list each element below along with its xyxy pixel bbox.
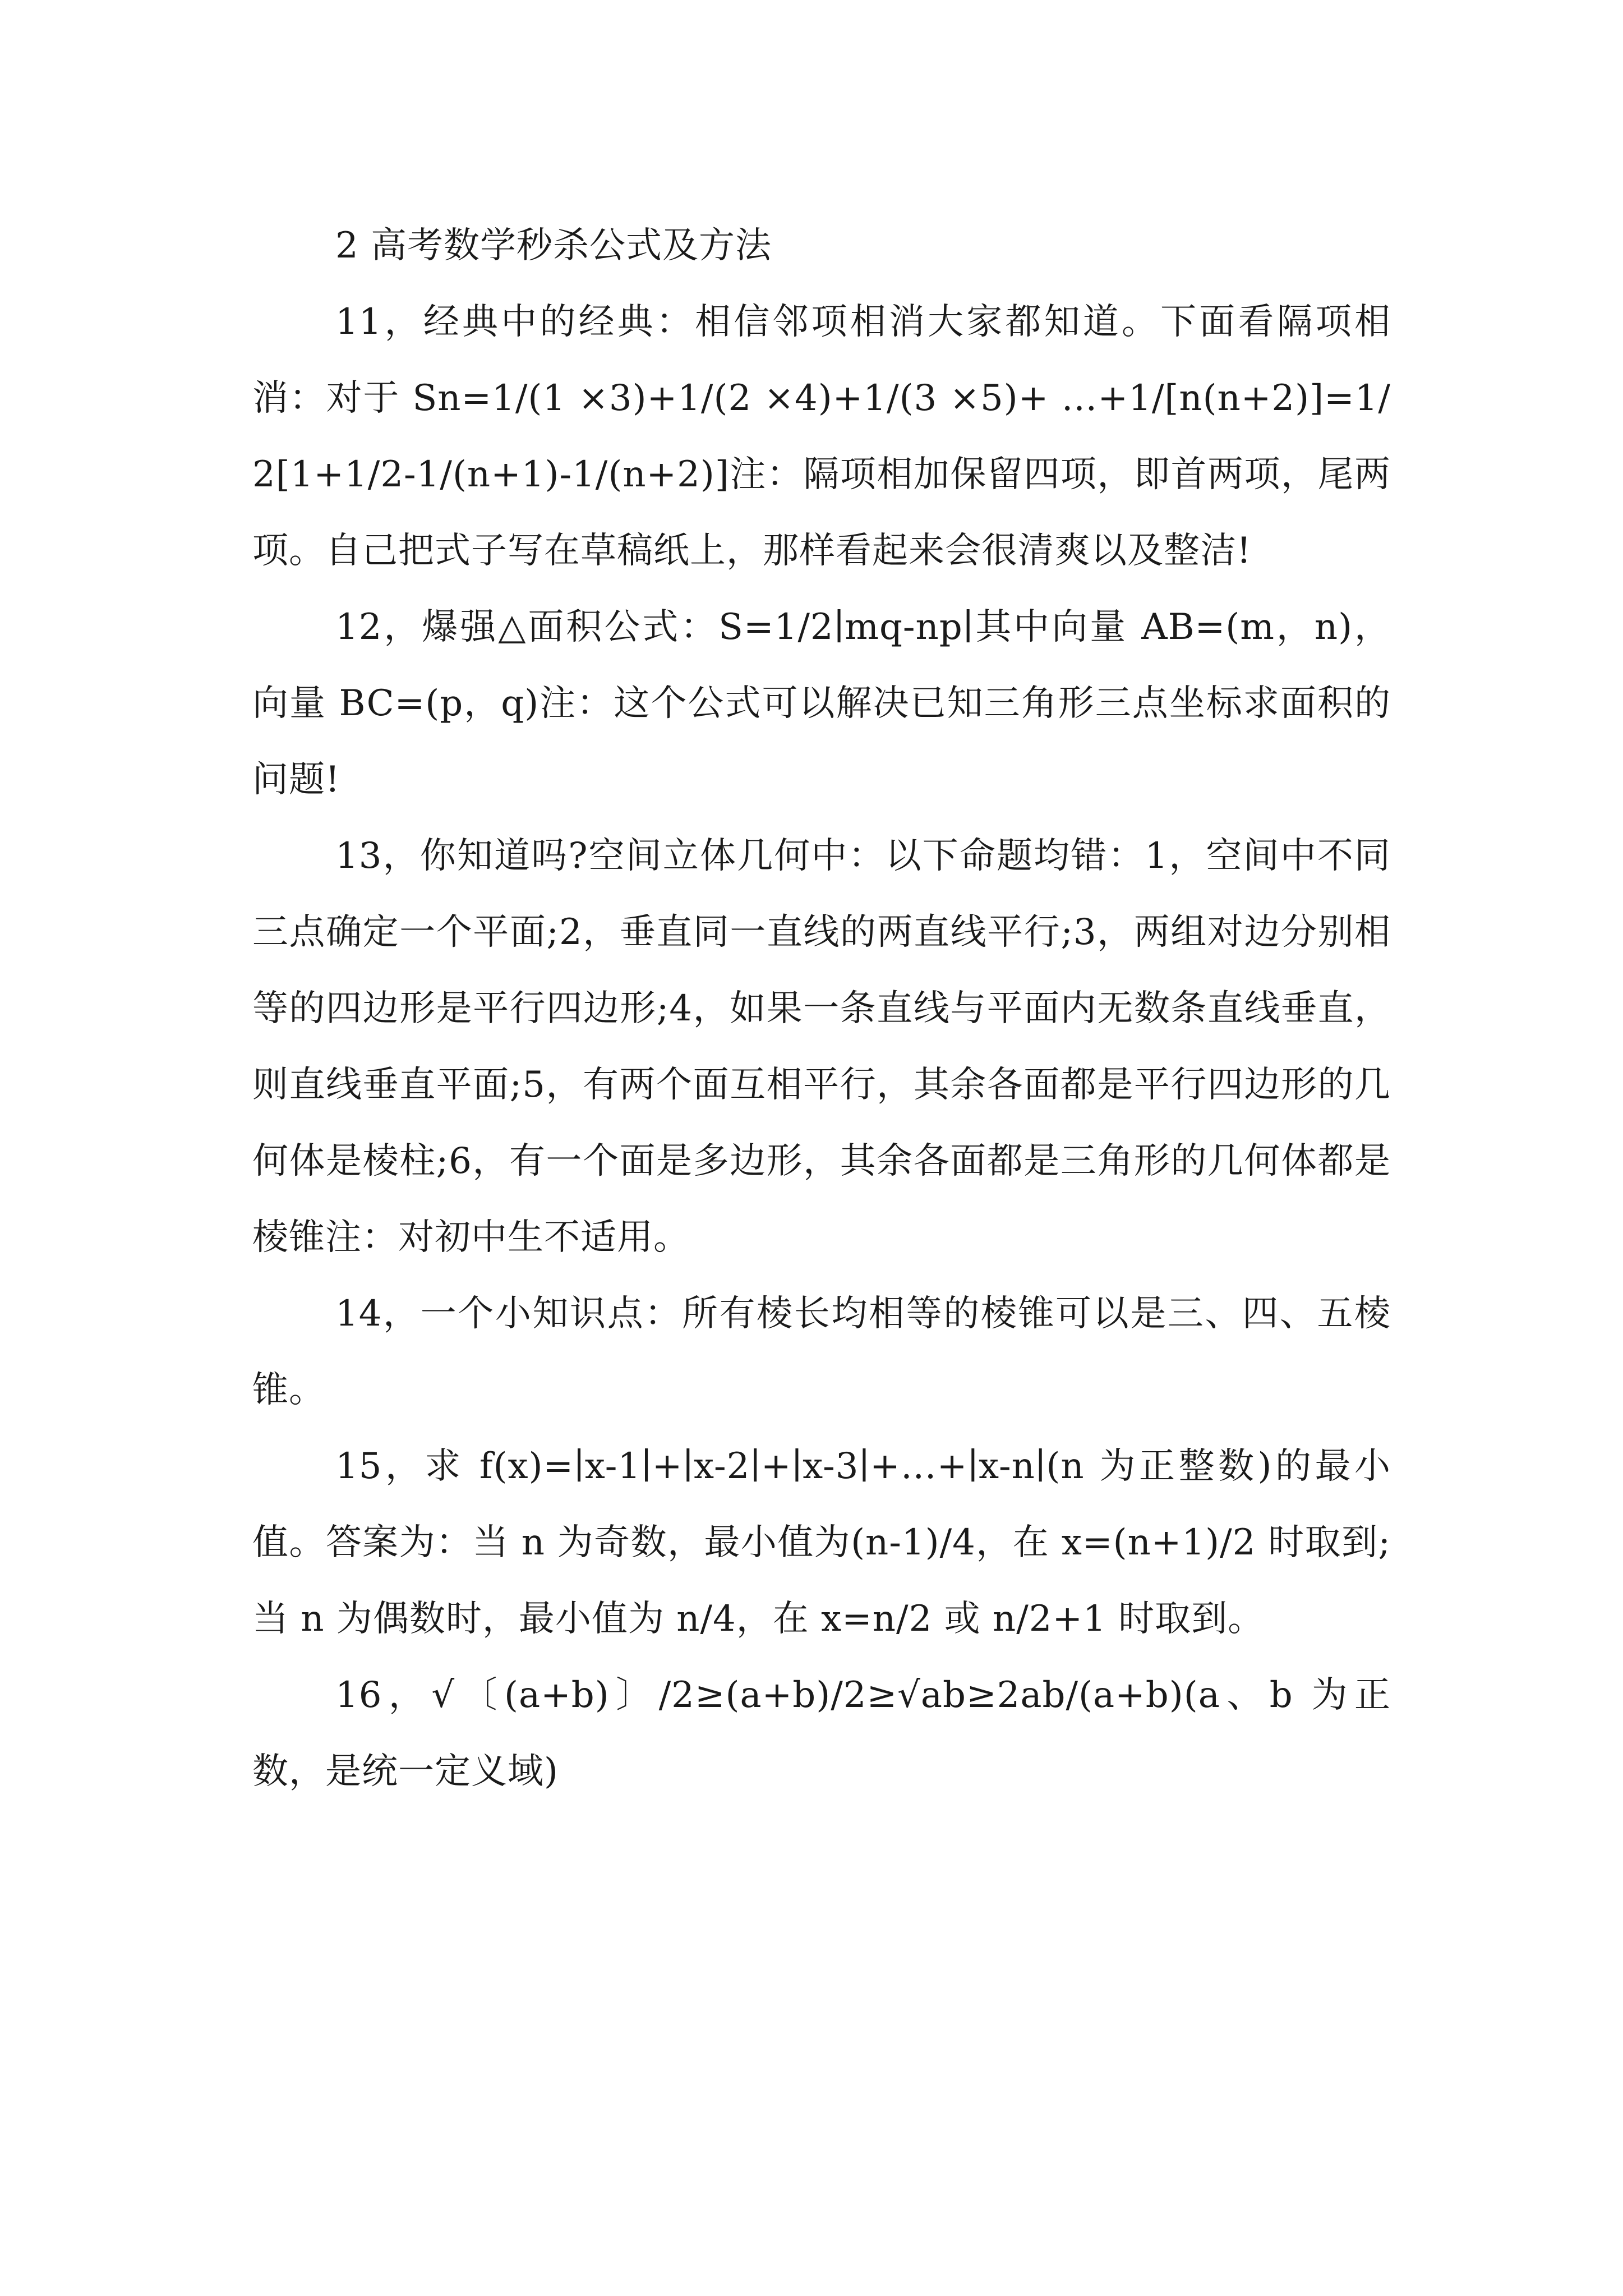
document-page [252, 208, 1391, 1810]
paragraph-13: 13，你知道吗?空间立体几何中：以下命题均错：1，空间中不同三点确定一个平面;2，垂直同一直线的两直线平行;3，两组对边分别相等的四边形是平行四边形;4，如果一条直线与平面内无数条直线垂直，则直线垂直平面;5，有两个面互相平行，其余各面都是平行四边形的几何体是棱柱;6，有一个面是多边形，其余各面都是三角形的几何体都是棱锥注：对初中生不适用。 [252, 835, 1391, 1258]
paragraph-15: 15，求 f(x)=∣x-1∣+∣x-2∣+∣x-3∣+…+∣x-n∣(n 为正整数)的最小值。答案为：当 n 为奇数，最小值为(n-1)/4，在 x=(n+1)/2 时取到;当 n 为偶数时，最小值为 n/4，在 x=n/2 或 n/2+1 时取到。 [252, 1446, 1391, 1640]
paragraph-12: 12，爆强△面积公式：S=1/2∣mq-np∣其中向量 AB=(m，n)，向量 BC=(p，q)注：这个公式可以解决已知三角形三点坐标求面积的问题! [252, 606, 1391, 800]
document-heading: 2 高考数学秒杀公式及方法 [335, 225, 772, 266]
paragraph-11: 11，经典中的经典：相信邻项相消大家都知道。下面看隔项相消：对于 Sn=1/(1 ×3)+1/(2 ×4)+1/(3 ×5)+ …+1/[n(n+2)]=1/2[1+1/2-1/(n+1)-1/(n+2)]注：隔项相加保留四项，即首两项，尾两项。自己把式子写在草稿纸上，那样看起来会很清爽以及整洁! [252, 301, 1391, 572]
paragraph-14: 14，一个小知识点：所有棱长均相等的棱锥可以是三、四、五棱锥。 [252, 1293, 1391, 1411]
paragraph-16: 16，√〔(a+b)〕/2≥(a+b)/2≥√ab≥2ab/(a+b)(a、b 为正数，是统一定义域) [252, 1674, 1391, 1792]
